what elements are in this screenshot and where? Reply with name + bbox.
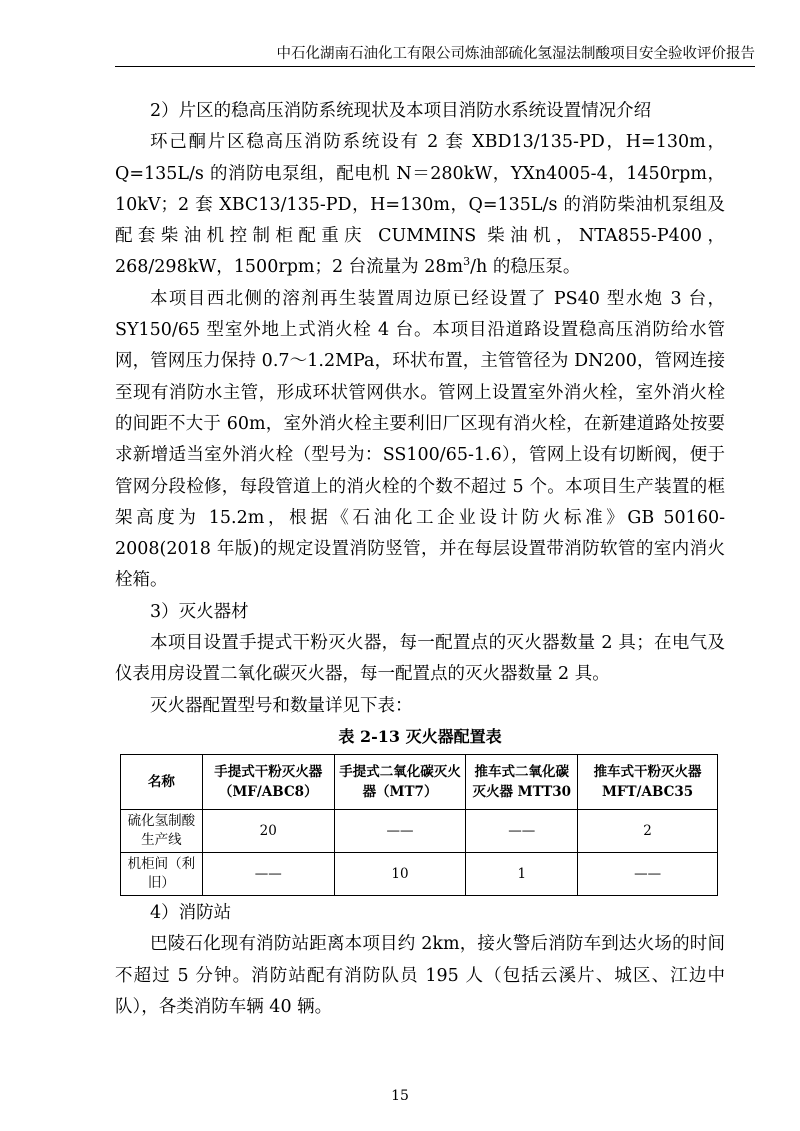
- table-cell: ——: [578, 852, 718, 895]
- table-title: 表 2-13 灭火器配置表: [338, 726, 502, 746]
- paragraph-table-intro: 灭火器配置型号和数量详见下表：: [150, 695, 413, 716]
- table-cell: 机柜间（利旧）: [121, 852, 203, 895]
- paragraph-pump-systems-text: 环己酮片区稳高压消防系统设有 2 套 XBD13/135-PD，H=130m，Q=135L/s 的消防电泵组，配电机 N＝280kW，YXn4005-4，1450rpm，10kV；2 套 XBC13/135-PD，H=130m，Q=135L/s 的消防柴油机泵组及配套柴油机控制柜配重庆 CUMMINS 柴油机，NTA855-P400，268/298kW，1500rpm；2 台流量为 28m: [115, 132, 725, 278]
- extinguisher-table: [120, 754, 718, 896]
- table-cell: ——: [202, 852, 334, 895]
- table-row: [121, 809, 718, 852]
- section-heading-extinguishers: 3）灭火器材: [150, 601, 249, 622]
- table-row: [121, 852, 718, 895]
- table-header-cell: 推车式干粉灭火器 MFT/ABC35: [578, 754, 718, 809]
- table-cell: ——: [466, 809, 578, 852]
- table-cell: 硫化氢制酸生产线: [121, 809, 203, 852]
- table-header-cell: 手提式干粉灭火器（MF/ABC8）: [202, 754, 334, 809]
- paragraph-extinguisher-setup: 本项目设置手提式干粉灭火器，每一配置点的灭火器数量 2 具；在电气及仪表用房设置二氧化碳灭火器，每一配置点的灭火器数量 2 具。: [115, 633, 725, 685]
- table-header-cell: 推车式二氧化碳灭火器 MTT30: [466, 754, 578, 809]
- table-header-cell: 手提式二氧化碳灭火器（MT7）: [334, 754, 466, 809]
- page-number: 15: [391, 1088, 409, 1104]
- table-cell: 10: [334, 852, 466, 895]
- table-cell: 2: [578, 809, 718, 852]
- paragraph-pump-systems-tail: /h 的稳压泵。: [470, 257, 581, 278]
- paragraph-pump-systems: [115, 127, 725, 283]
- section-heading-fire-station: 4）消防站: [150, 902, 232, 923]
- table-cell: 1: [466, 852, 578, 895]
- section-heading-fire-water-system: 2）片区的稳高压消防系统现状及本项目消防水系统设置情况介绍: [150, 101, 652, 121]
- page-header: 中石化湖南石油化工有限公司炼油部硫化氢湿法制酸项目安全验收评价报告: [115, 44, 755, 67]
- superscript-cubic: 3: [463, 255, 471, 269]
- table-cell: ——: [334, 809, 466, 852]
- table-header-row: [121, 754, 718, 809]
- document-body: [115, 96, 725, 1023]
- table-cell: 20: [202, 809, 334, 852]
- table-header-cell: 名称: [121, 754, 203, 809]
- paragraph-hydrant-network: 本项目西北侧的溶剂再生装置周边原已经设置了 PS40 型水炮 3 台，SY150/65 型室外地上式消火栓 4 台。本项目沿道路设置稳高压消防给水管网，管网压力保持 0.7～1.2MPa，环状布置，主管管径为 DN200，管网连接至现有消防水主管，形成环状管网供水。管网上设置室外消火栓，室外消火栓的间距不大于 60m，室外消火栓主要利旧厂区现有消火栓，在新建道路处按要求新增适当室外消火栓（型号为：SS100/65-1.6），管网上设有切断阀，便于管网分段检修，每段管道上的消火栓的个数不超过 5 个。本项目生产装置的框架高度为 15.2m，根据《石油化工企业设计防火标准》GB 50160-2008(2018 年版)的规定设置消防竖管，并在每层设置带消防软管的室内消火栓箱。: [115, 288, 725, 591]
- paragraph-fire-station: 巴陵石化现有消防站距离本项目约 2km，接火警后消防车到达火场的时间不超过 5 分钟。消防站配有消防队员 195 人（包括云溪片、城区、江边中队），各类消防车辆 40 辆。: [115, 934, 725, 1017]
